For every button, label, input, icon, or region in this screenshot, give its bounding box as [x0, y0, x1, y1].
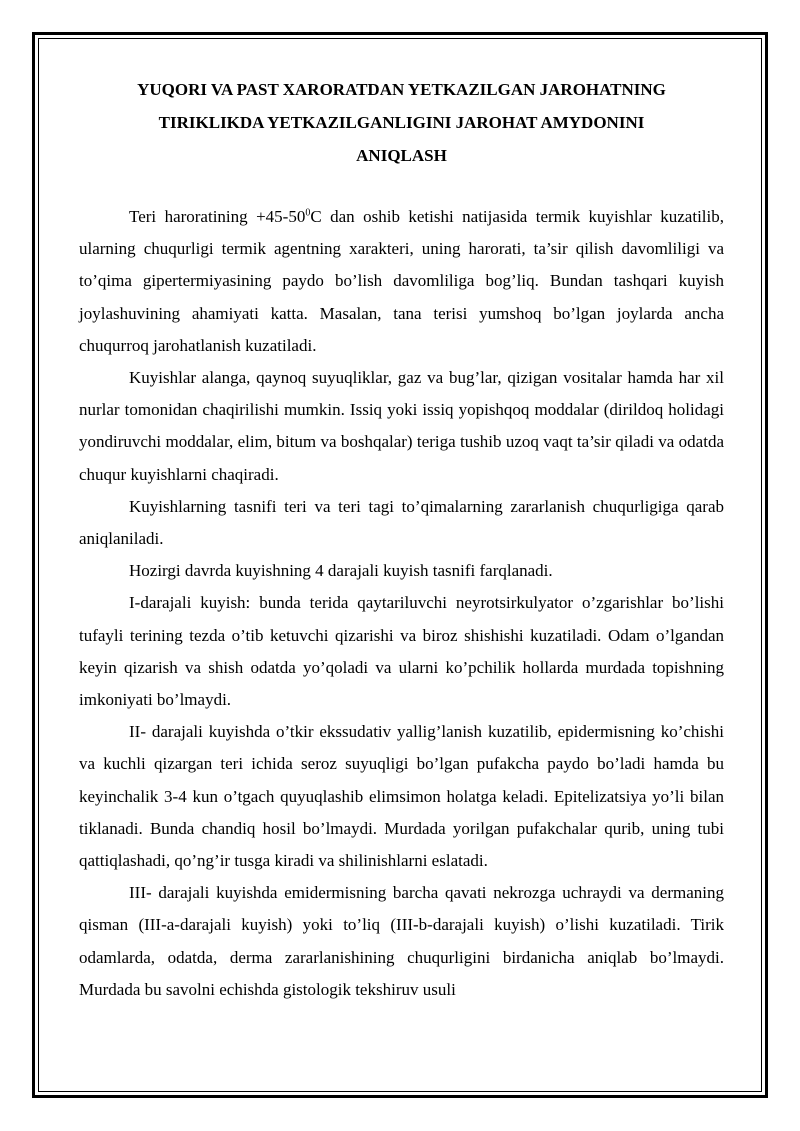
title-line-1: YUQORI VA PAST XARORATDAN YETKAZILGAN JAROHATNING	[137, 80, 666, 99]
title-line-3: ANIQLASH	[356, 146, 447, 165]
paragraph-7: III- darajali kuyishda emidermisning barcha qavati nekrozga uchraydi va dermaning qisman (III-a-darajali kuyish) yoki to’liq (III-b-darajali kuyish) o’lishi kuzatiladi. Tirik odamlarda, odatda, derma zararlanishining chuqurligini birdanicha aniqlab bo’lmaydi. Murdada bu savolni echishda gistologik tekshiruv usuli	[79, 883, 724, 999]
paragraph-2: Kuyishlar alanga, qaynoq suyuqliklar, gaz va bug’lar, qizigan vositalar hamda har xil nurlar tomonidan chaqirilishi mumkin. Issiq yoki issiq yopishqoq moddalar (dirildoq holidagi yondiruvchi moddalar, elim, bitum va boshqalar) teriga tushib uzoq vaqt ta’sir qiladi va odatda chuqur kuyishlarni chaqiradi.	[79, 368, 724, 484]
document-body	[79, 73, 724, 1006]
paragraph-4: Hozirgi davrda kuyishning 4 darajali kuyish tasnifi farqlanadi.	[129, 561, 553, 581]
paragraph-1-part-b: C dan oshib ketishi natijasida termik kuyishlar kuzatilib, ularning chuqurligi termik agentning xarakteri, uning harorati, ta’sir qilish davomliligi va to’qima gipertermiyasining paydo bo’lish davomliliga bog’liq. Bundan tashqari kuyish joylashuvining ahamiyati katta. Masalan, tana terisi yumshoq bo’lgan joylarda ancha chuqurroq jarohatlanish kuzatiladi.	[79, 207, 724, 355]
paragraph-6: II- darajali kuyishda o’tkir ekssudativ yallig’lanish kuzatilib, epidermisning ko’chishi va kuchli qizargan teri ichida seroz suyuqligi bo’lgan pufakcha paydo bo’ladi hamda bu keyinchalik 3-4 kun o’tgach quyuqlashib elimsimon holatga keladi. Epitelizatsiya yo’li bilan tiklanadi. Bunda chandiq hosil bo’lmaydi. Murdada yorilgan pufakchalar qurib, uning tubi qattiqlashadi, qo’ng’ir tusga kiradi va shilinishlarni eslatadi.	[79, 722, 724, 871]
paragraph-1	[79, 201, 724, 362]
paragraph-5: I-darajali kuyish: bunda terida qaytariluvchi neyrotsirkulyator o’zgarishlar bo’lishi tufayli terining tezda o’tib ketuvchi qizarishi va biroz shishishi kuzatiladi. Odam o’lgandan keyin qizarish va shish odatda yo’qoladi va ularni ko’pchilik hollarda murdada topishning imkoniyati bo’lmaydi.	[79, 593, 724, 710]
paragraph-3: Kuyishlarning tasnifi teri va teri tagi to’qimalarning zararlanish chuqurligiga qarab aniqlaniladi.	[79, 496, 724, 549]
paragraph-1-part-a: Teri haroratining +45-50	[129, 207, 306, 226]
document-title	[79, 73, 724, 172]
title-line-2: TIRIKLIKDA YETKAZILGANLIGINI JAROHAT AMYDONINI	[158, 113, 645, 132]
degree-superscript: 0	[305, 207, 311, 219]
